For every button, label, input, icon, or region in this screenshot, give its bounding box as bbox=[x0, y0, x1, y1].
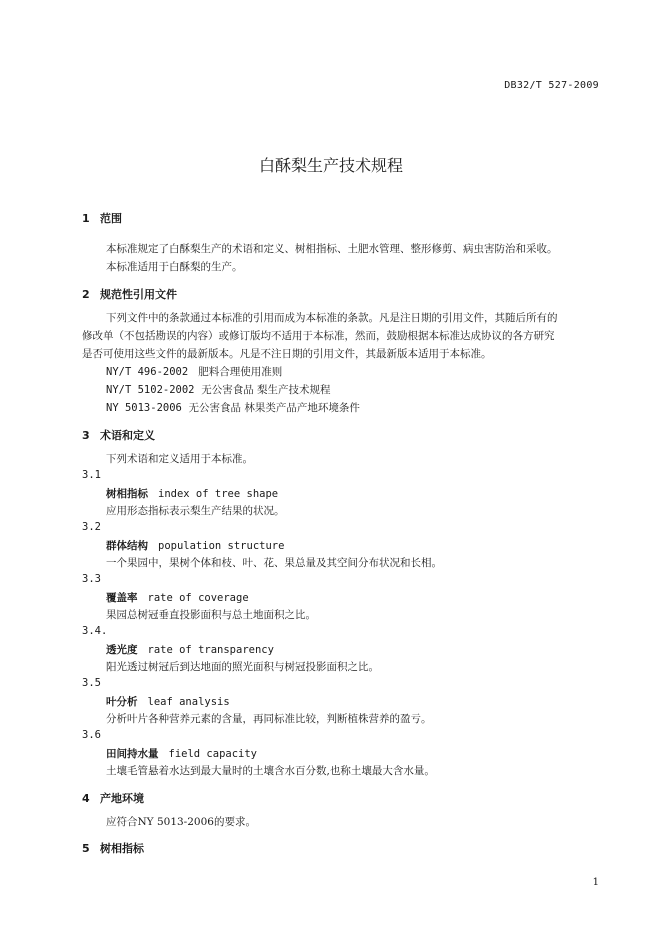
document-code: DB32/T 527-2009 bbox=[504, 80, 599, 91]
reference-item: NY/T 496-2002 肥料合理使用准则 bbox=[106, 366, 283, 378]
term-entry bbox=[106, 538, 284, 553]
term-number: 3.2 bbox=[82, 521, 101, 533]
term-zh: 叶分析 bbox=[106, 696, 138, 708]
term-en: population structure bbox=[158, 540, 285, 552]
paragraph-line: 本标准规定了白酥梨生产的术语和定义、树相指标、土肥水管理、整形修剪、病虫害防治和采收。 bbox=[106, 243, 558, 255]
term-definition: 分析叶片各种营养元素的含量，再同标准比较，判断植株营养的盈亏。 bbox=[106, 713, 432, 725]
term-number: 3.1 bbox=[82, 469, 101, 481]
reference-item: NY 5013-2006 无公害食品 林果类产品产地环境条件 bbox=[106, 402, 360, 414]
document-title: 白酥梨生产技术规程 bbox=[258, 156, 403, 175]
term-definition: 一个果园中，果树个体和枝、叶、花、果总量及其空间分布状况和长相。 bbox=[106, 557, 442, 569]
term-en: field capacity bbox=[168, 748, 258, 760]
term-en: index of tree shape bbox=[158, 488, 279, 500]
term-en: rate of transparency bbox=[147, 644, 274, 656]
reference-item: NY/T 5102-2002 无公害食品 梨生产技术规程 bbox=[106, 384, 331, 396]
term-number: 3.5 bbox=[82, 677, 101, 689]
term-number: 3.6 bbox=[82, 729, 101, 741]
section-heading-normative-references: 2 规范性引用文件 bbox=[82, 288, 177, 301]
paragraph-line: 下列文件中的条款通过本标准的引用而成为本标准的条款。凡是注日期的引用文件，其随后所有的 bbox=[106, 312, 558, 324]
term-definition: 应用形态指标表示梨生产结果的状况。 bbox=[106, 505, 285, 517]
section-heading-tree-shape-index: 5 树相指标 bbox=[82, 842, 144, 855]
term-definition: 果园总树冠垂直投影面积与总土地面积之比。 bbox=[106, 609, 316, 621]
term-en: leaf analysis bbox=[147, 696, 230, 708]
term-zh: 群体结构 bbox=[106, 540, 148, 552]
term-en: rate of coverage bbox=[147, 592, 249, 604]
term-definition: 阳光透过树冠后到达地面的照光面积与树冠投影面积之比。 bbox=[106, 661, 379, 673]
term-entry bbox=[106, 486, 278, 501]
term-zh: 树相指标 bbox=[106, 488, 148, 500]
term-number: 3.3 bbox=[82, 573, 101, 585]
paragraph-line: 是否可使用这些文件的最新版本。凡是不注日期的引用文件，其最新版本适用于本标准。 bbox=[82, 348, 492, 360]
term-zh: 透光度 bbox=[106, 644, 138, 656]
section-heading-scope: 1 范围 bbox=[82, 212, 122, 225]
term-zh: 覆盖率 bbox=[106, 592, 138, 604]
paragraph-line: 本标准适用于白酥梨的生产。 bbox=[106, 261, 243, 273]
term-zh: 田间持水量 bbox=[106, 748, 159, 760]
paragraph-line: 应符合NY 5013-2006的要求。 bbox=[106, 816, 256, 828]
section-heading-production-environment: 4 产地环境 bbox=[82, 792, 144, 805]
paragraph-line: 修改单（不包括勘误的内容）或修订版均不适用于本标准，然而，鼓励根据本标准达成协议的各方研究 bbox=[82, 330, 555, 342]
term-entry bbox=[106, 746, 257, 761]
paragraph-line: 下列术语和定义适用于本标准。 bbox=[106, 453, 253, 465]
term-entry bbox=[106, 694, 230, 709]
term-number: 3.4. bbox=[82, 625, 108, 637]
term-entry bbox=[106, 590, 249, 605]
page-number: 1 bbox=[592, 877, 599, 888]
term-definition: 土壤毛管悬着水达到最大量时的土壤含水百分数,也称土壤最大含水量。 bbox=[106, 765, 435, 777]
section-heading-terms-and-definitions: 3 术语和定义 bbox=[82, 429, 155, 442]
term-entry bbox=[106, 642, 274, 657]
